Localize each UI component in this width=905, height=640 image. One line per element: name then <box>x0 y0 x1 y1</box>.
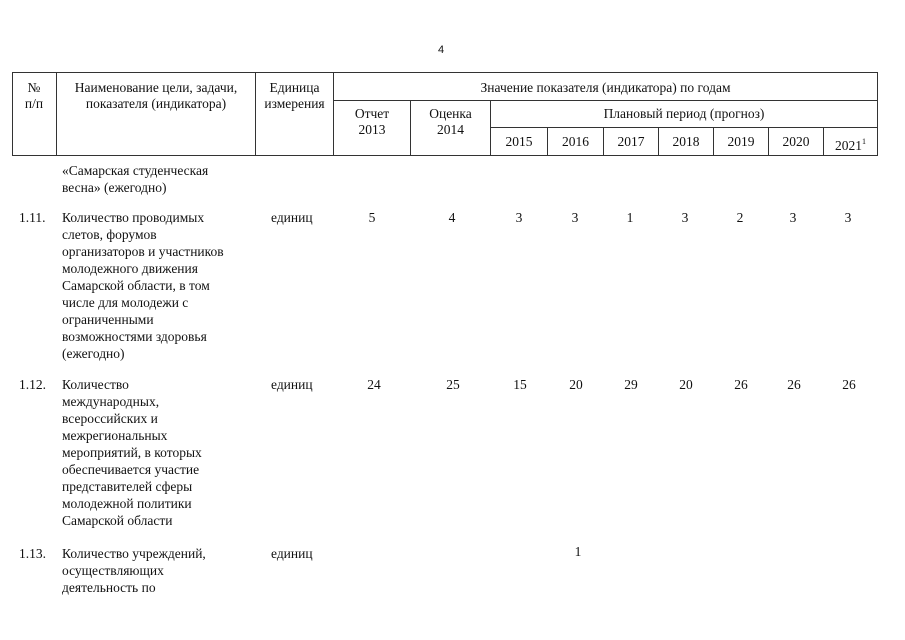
value-cell: 26 <box>787 377 801 392</box>
row-name: Количество проводимых слетов, форумов организаторов и участников молодежного движения Самарской области, в том числе для молодежи с ограниченными возможностями здоровья (ежегодно) <box>62 210 224 361</box>
header-year-2021 <box>824 134 877 154</box>
header-year: 2015 <box>505 134 533 149</box>
footnote-mark: 1 <box>862 137 866 146</box>
value-cell: 26 <box>842 377 856 392</box>
value-cell: 1 <box>574 544 582 559</box>
row-unit: единиц <box>271 210 313 225</box>
value-cell: 5 <box>368 210 376 225</box>
year-label: 2021 <box>835 138 862 153</box>
value-cell: 3 <box>515 210 523 225</box>
value-cell: 26 <box>734 377 748 392</box>
row-unit: единиц <box>271 546 313 561</box>
row-name: Количество международных, всероссийских и межрегиональных мероприятий, в которых обеспечивается участие представителей сферы молодежной политики Самарской области <box>62 377 202 528</box>
value-cell: 3 <box>844 210 852 225</box>
header-values-by-year: Значение показателя (индикатора) по годам <box>480 80 731 95</box>
header-unit: Единица измерения <box>264 80 325 111</box>
value-cell: 3 <box>681 210 689 225</box>
value-cell: 20 <box>569 377 583 392</box>
row-number: 1.13. <box>19 546 46 561</box>
row-name: «Самарская студенческая весна» (ежегодно) <box>62 163 209 195</box>
header-year: 2016 <box>562 134 589 149</box>
value-cell: 25 <box>446 377 460 392</box>
value-cell: 15 <box>513 377 527 392</box>
header-year: 2019 <box>727 134 755 149</box>
value-cell: 20 <box>679 377 693 392</box>
value-cell: 4 <box>448 210 456 225</box>
value-cell: 3 <box>789 210 797 225</box>
value-cell: 3 <box>571 210 579 225</box>
header-planned: Плановый период (прогноз) <box>603 106 765 121</box>
header-year: 2018 <box>672 134 700 149</box>
row-number: 1.12. <box>19 377 46 392</box>
value-cell: 2 <box>736 210 744 225</box>
header-year: 2020 <box>782 134 810 149</box>
value-cell: 29 <box>624 377 638 392</box>
header-report: Отчет 2013 <box>354 106 390 137</box>
value-cell: 1 <box>626 210 634 225</box>
row-unit: единиц <box>271 377 313 392</box>
header-estimate: Оценка 2014 <box>429 106 472 137</box>
row-number: 1.11. <box>19 210 46 225</box>
header-name: Наименование цели, задачи, показателя (индикатора) <box>74 80 238 111</box>
page-number: 4 <box>438 44 445 56</box>
header-num: № п/п <box>24 80 44 111</box>
row-name: Количество учреждений, осуществляющих деятельность по <box>62 546 206 595</box>
value-cell: 24 <box>367 377 381 392</box>
header-year: 2017 <box>617 134 645 149</box>
